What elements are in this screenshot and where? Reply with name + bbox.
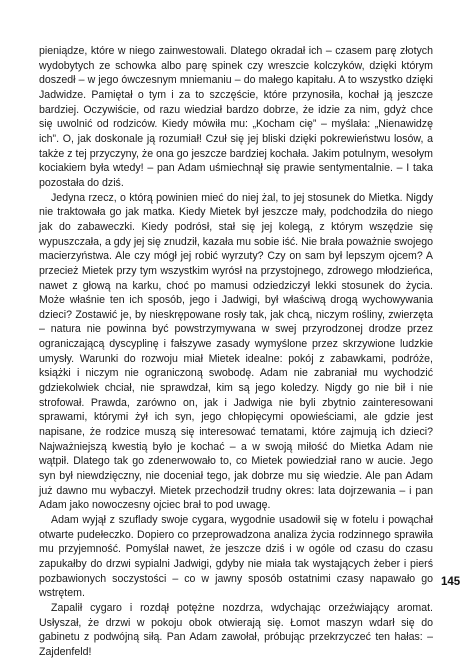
body-text — [39, 44, 433, 660]
paragraph-4: Zapalił cygaro i rozdął potężne nozdrza, wdychając orzeźwiający aromat. Usłyszał, że drzwi w pokoju obok otwierają się. Łomot maszyn wdarł się do gabinetu z podwójną siłą. Pan Adam zawołał, próbując przekrzyczeć ten hałas: – Zajdenfeld! — [39, 601, 433, 658]
paragraph-2: Jedyna rzecz, o którą powinien mieć do niej żal, to jej stosunek do Mietka. Nigdy nie traktowała go jak matka. Kiedy Mietek był jeszcze mały, podchodziła do niego jak do zabaweczki. Kiedy podrósł, stał się jej kolegą, z którym wszędzie się wypuszczała, a gdy jej się znudził, kazała mu sobie iść. Nie brała poważnie swojego macierzyństwa. Ale czy mógł jej robić wyrzuty? Czy on sam był lepszym ojcem? A przecież Mietek przy tym wszystkim wyrósł na przystojnego, zdrowego młodzieńca, nawet z głową na karku, choć po mamusi odziedziczył lekki stosunek do życia. Może właśnie ten ich sposób, jego i Jadwigi, był właściwą drogą wychowywania dzieci? Zostawić je, by nieskrępowane rosły tak, jak chcą, niczym rośliny, zwierzęta – natura nie powinna być powstrzymywana w swej przyrodzonej drodze przez ograniczającą dyscyplinę i fałszywe zasady wymyślone przez skrzywione ludzkie umysły. Warunki do rozwoju miał Mietek idealne: pokój z zabawkami, podróże, książki i niczym nie ograniczoną swobodę. Adam nie zabraniał mu wychodzić gdziekolwiek chciał, nie sprawdzał, kim są jego koledzy. Nigdy go nie bił i nie strofował. Prawda, zarówno on, jak i Jadwiga nie byli zbytnio zainteresowani sprawami, którymi żył ich syn, jego chłopięcymi opowieściami, ale gdzie jest napisane, że rodzice muszą się interesować tematami, które zajmują ich dzieci? Najważniejszą kwestią było je kochać – a w swoją miłość do Mietka Adam nie wątpił. Dlatego tak go zdenerwowało to, co Mietek powiedział rano w aucie. Jego syn był niewdzięczny, nie doceniał tego, jak dobrze mu się wiedzie. Ale pan Adam już dawno mu wybaczył. Mietek przechodził trudny okres: lata dojrzewania – i pan Adam jako nowoczesny ojciec brał to pod uwagę. — [39, 191, 433, 512]
paragraph-1: pieniądze, które w niego zainwestowali. Dlatego okradał ich – czasem parę złotych wydobytych ze schowka albo parę spinek czy wreszcie kolczyków, dzięki którym doszedł – w jego ówczesnym mniemaniu – do małego kapitału. A to wszystko dzięki Jadwidze. Pamiętał o tym i za to szczęście, które przynosiła, kochał ją jeszcze bardziej. Oczywiście, od razu wiedział bardzo dobrze, że idzie za nim, gdyż chce się uwolnić od rodziców. Kiedy mówiła mu: „Kocham cię” – myślała: „Nienawidzę ich”. O, jak doskonale ją rozumiał! Czuł się jej bliski dzięki pokrewieństwu losów, a także z tej przyczyny, że ona go jeszcze bardziej kochała. Jakim potulnym, wesołym kociakiem była wtedy! – pan Adam uśmiechnął się prawie sentymentalnie. – I taka pozostała do dziś. — [39, 45, 433, 189]
page-number: 145 — [441, 576, 461, 588]
paragraph-3: Adam wyjął z szuflady swoje cygara, wygodnie usadowił się w fotelu i powąchał otwarte pudełeczko. Dopiero co przeprowadzona analiza życia rodzinnego sprawiła mu przyjemność. Pomyślał nawet, że jeszcze dziś i w ogóle od czasu do czasu zapukałby do drzwi sypialni Jadwigi, gdyby nie miała tak wystających żeber i pierś pozbawionych soczystości – co w jawny sposób ostatnimi czasy napawało go wstrętem. — [39, 514, 433, 600]
